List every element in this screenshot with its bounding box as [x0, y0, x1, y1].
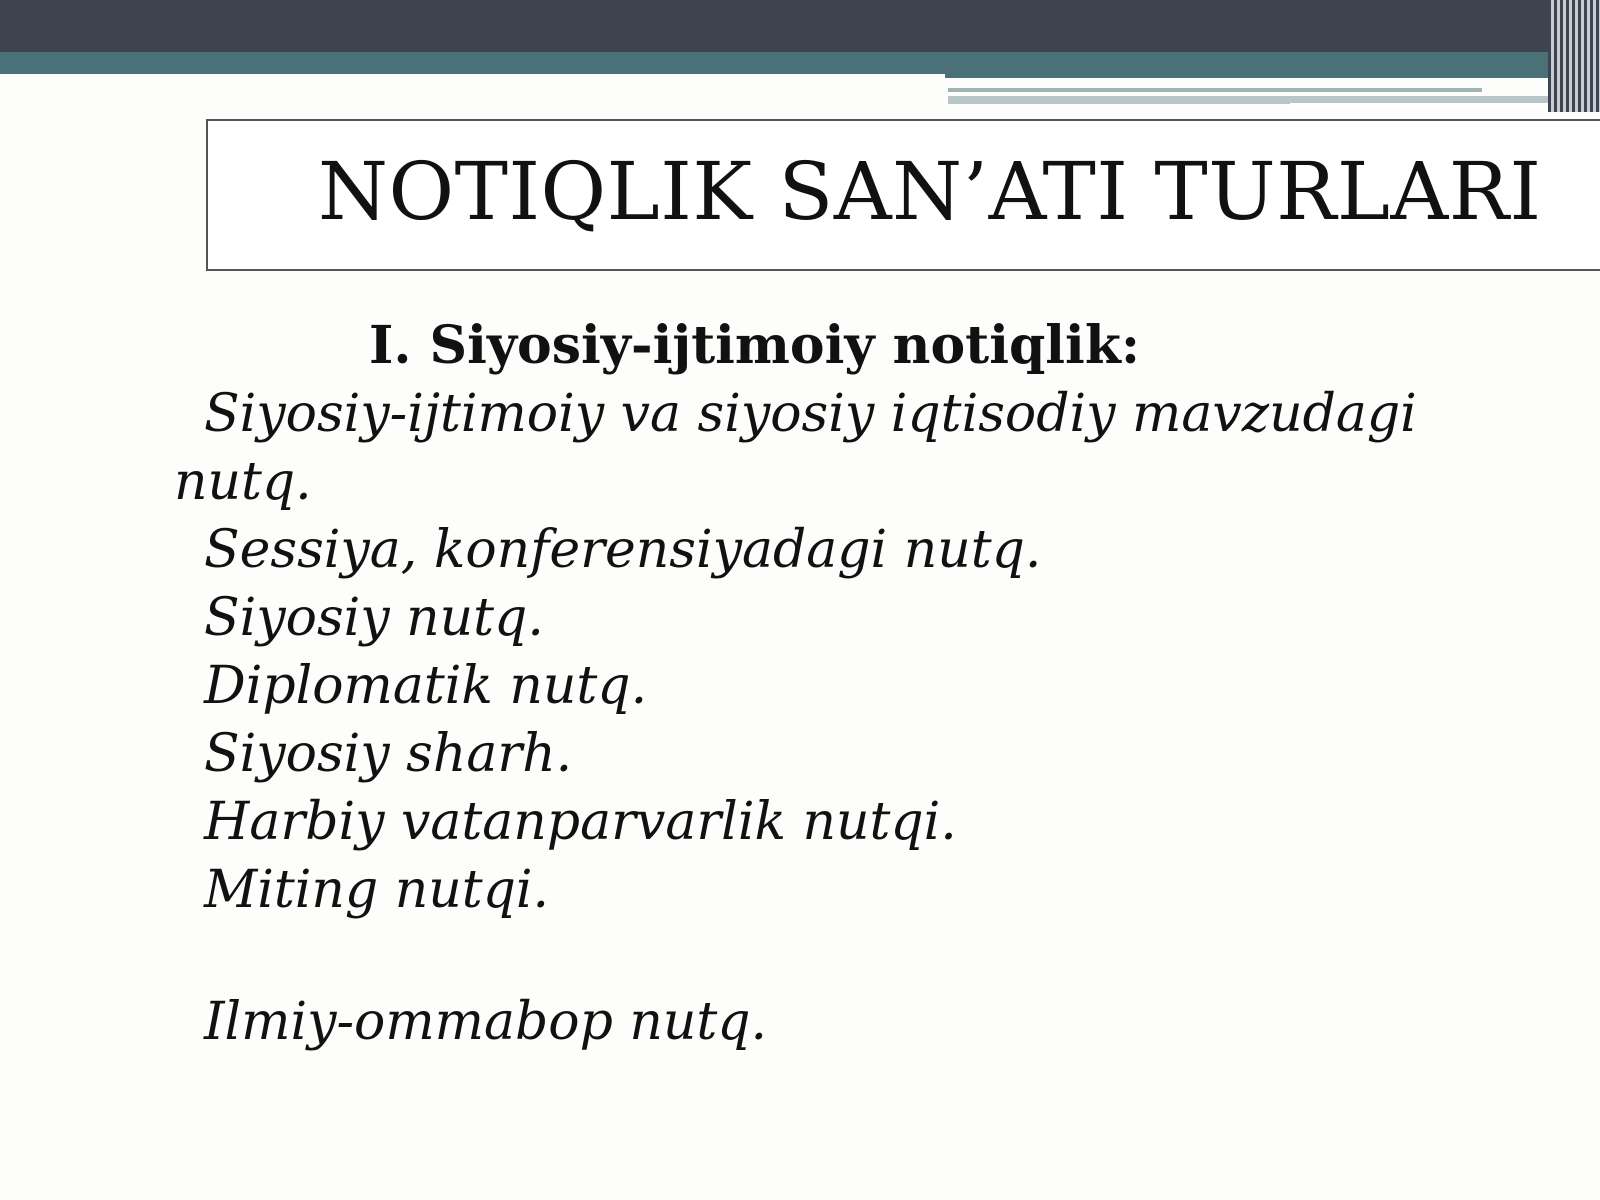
list-item-last: Ilmiy-ommabop nutq.: [204, 992, 768, 1052]
list-item: Siyosiy sharh.: [204, 724, 573, 784]
list-item: Sessiya, konferensiyadagi nutq.: [204, 520, 1042, 580]
header-light-cut: [0, 74, 945, 84]
slide-title: NOTIQLIK SAN’ATI TURLARI: [318, 145, 1542, 238]
list-item: Harbiy vatanparvarlik nutqi.: [204, 792, 957, 852]
list-item: Miting nutqi.: [204, 860, 550, 920]
list-spacer: [174, 924, 1534, 988]
section-heading: I. Siyosiy-ijtimoiy notiqlik:: [369, 315, 1141, 376]
slide-content: [174, 312, 1534, 1056]
list-item: Siyosiy-ijtimoiy va siyosiy iqtisodiy mavzudagi nutq.: [174, 384, 1417, 512]
header-dark-bar: [0, 0, 1560, 56]
header-accent-highlight: [1290, 103, 1568, 106]
list-item: Diplomatik nutq.: [204, 656, 648, 716]
header-stripes: [1548, 0, 1600, 112]
header-accent-line: [948, 88, 1482, 92]
list-item: Siyosiy nutq.: [204, 588, 544, 648]
